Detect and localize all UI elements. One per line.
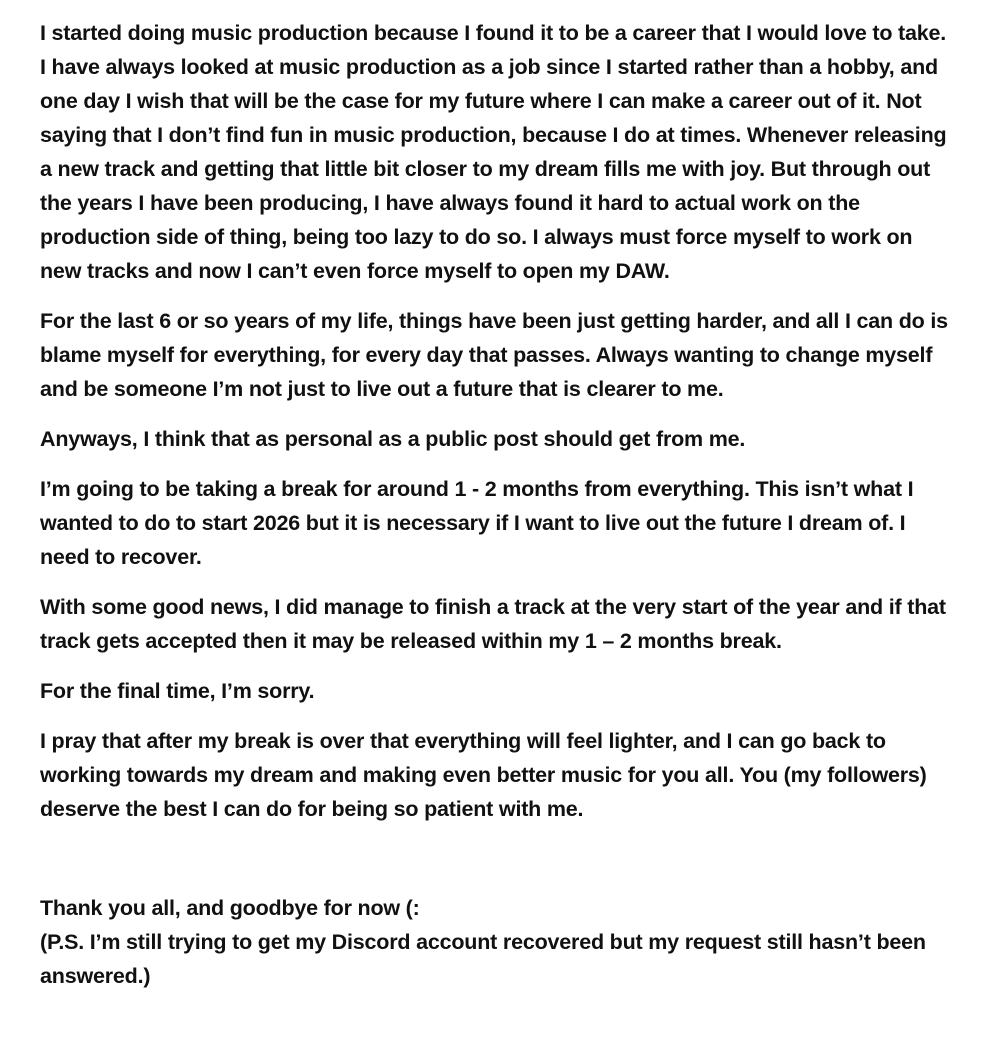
closing-block <box>40 891 952 993</box>
paragraph-break-announcement: I’m going to be taking a break for around 1 - 2 months from everything. This isn’t what I wanted to do to start 2026 but it is necessary if I want to live out the future I dream of. I need to recover. <box>40 477 914 569</box>
paragraph-struggles: For the last 6 or so years of my life, things have been just getting harder, and all I can do is blame myself for everything, for every day that passes. Always wanting to change myself and be someone I’m not just to live out a future that is clearer to me. <box>40 309 948 401</box>
blank-spacer <box>40 842 952 891</box>
document-body <box>40 16 952 993</box>
closing-line: Thank you all, and goodbye for now (: <box>40 896 420 920</box>
postscript-line: (P.S. I’m still trying to get my Discord account recovered but my request still hasn’t been answered.) <box>40 930 926 988</box>
paragraph-hope: I pray that after my break is over that everything will feel lighter, and I can go back to working towards my dream and making even better music for you all. You (my followers) deserve the best I can do for being so patient with me. <box>40 729 927 821</box>
paragraph-good-news: With some good news, I did manage to finish a track at the very start of the year and if that track gets accepted then it may be released within my 1 – 2 months break. <box>40 595 946 653</box>
paragraph-career: I started doing music production because I found it to be a career that I would love to take. I have always looked at music production as a job since I started rather than a hobby, and one day I wish that will be the case for my future where I can make a career out of it. Not saying that I don’t find fun in music production, because I do at times. Whenever releasing a new track and getting that little bit closer to my dream fills me with joy. But through out the years I have been producing, I have always found it hard to actual work on the production side of thing, being too lazy to do so. I always must force myself to work on new tracks and now I can’t even force myself to open my DAW. <box>40 21 947 283</box>
paragraph-anyways: Anyways, I think that as personal as a public post should get from me. <box>40 427 746 451</box>
paragraph-apology: For the final time, I’m sorry. <box>40 679 315 703</box>
